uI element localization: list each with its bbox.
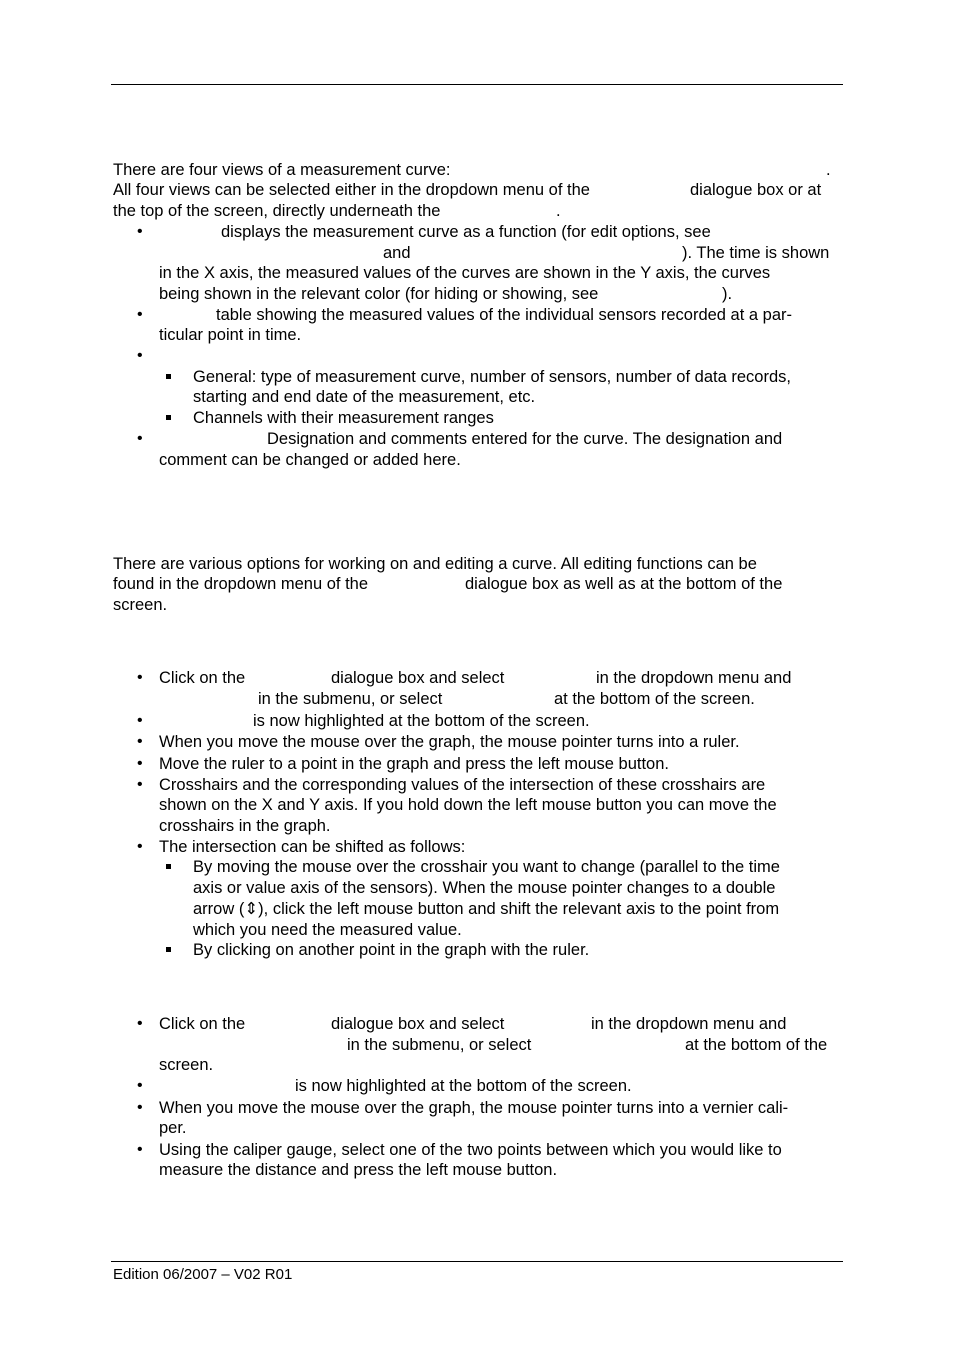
text-line: There are various options for working on and editing a curve. All editing functions can be — [113, 555, 757, 573]
footer-rule — [111, 1261, 843, 1262]
bullet-icon: • — [137, 669, 143, 686]
text-line: ). — [722, 285, 733, 303]
text-line: the top of the screen, directly underneath the — [113, 202, 441, 220]
text-line: By moving the mouse over the crosshair you want to change (parallel to the time — [193, 858, 780, 876]
text-line: ticular point in time. — [159, 326, 302, 344]
bullet-icon: • — [137, 1077, 143, 1094]
text-line: in the submenu, or select — [347, 1036, 532, 1054]
text-line: table showing the measured values of the individual sensors recorded at a par- — [216, 306, 793, 324]
text-line: Crosshairs and the corresponding values of the intersection of these crosshairs are — [159, 776, 766, 794]
text-line: All four views can be selected either in the dropdown menu of the — [113, 181, 590, 199]
bullet-icon: • — [137, 1141, 143, 1158]
bullet-icon: • — [137, 776, 143, 793]
square-bullet-icon — [166, 947, 171, 952]
text-line: being shown in the relevant color (for hiding or showing, see — [159, 285, 599, 303]
square-bullet-icon — [166, 864, 171, 869]
bullet-icon: • — [137, 838, 143, 855]
text-line: starting and end date of the measurement, etc. — [193, 388, 536, 406]
bullet-icon: • — [137, 430, 143, 447]
bullet-icon: • — [137, 223, 143, 240]
footer-edition: Edition 06/2007 – V02 R01 — [113, 1266, 293, 1283]
bullet-icon: • — [137, 755, 143, 772]
text-line: at the bottom of the screen. — [554, 690, 755, 708]
text-line: comment can be changed or added here. — [159, 451, 461, 469]
text-line: is now highlighted at the bottom of the screen. — [295, 1077, 632, 1095]
bullet-icon: • — [137, 1015, 143, 1032]
text-line: in the submenu, or select — [258, 690, 443, 708]
text-line: There are four views of a measurement curve: — [113, 161, 451, 179]
bullet-icon: • — [137, 733, 143, 750]
text-line: When you move the mouse over the graph, the mouse pointer turns into a ruler. — [159, 733, 740, 751]
bullet-icon: • — [137, 306, 143, 323]
text-line: displays the measurement curve as a function (for edit options, see — [221, 223, 711, 241]
square-bullet-icon — [166, 415, 171, 420]
text-line: shown on the X and Y axis. If you hold down the left mouse button you can move the — [159, 796, 777, 814]
text-line: When you move the mouse over the graph, the mouse pointer turns into a vernier cali- — [159, 1099, 789, 1117]
text-line: Move the ruler to a point in the graph and press the left mouse button. — [159, 755, 669, 773]
text-line: By clicking on another point in the graph with the ruler. — [193, 941, 590, 959]
square-bullet-icon — [166, 374, 171, 379]
text-line: in the X axis, the measured values of the curves are shown in the Y axis, the curves — [159, 264, 771, 282]
bullet-icon: • — [137, 347, 143, 364]
bullet-icon: • — [137, 1099, 143, 1116]
text-line: at the bottom of the — [685, 1036, 828, 1054]
text-line: dialogue box and select — [331, 669, 505, 687]
text-line: screen. — [159, 1056, 214, 1074]
text-line: . — [826, 161, 831, 179]
text-line: dialogue box as well as at the bottom of the — [465, 575, 783, 593]
text-line: crosshairs in the graph. — [159, 817, 331, 835]
text-line: screen. — [113, 596, 168, 614]
text-line: Designation and comments entered for the curve. The designation and — [267, 430, 783, 448]
text-line: Using the caliper gauge, select one of the two points between which you would like to — [159, 1141, 782, 1159]
text-line: is now highlighted at the bottom of the screen. — [253, 712, 590, 730]
text-line: . — [556, 202, 561, 220]
text-line: in the dropdown menu and — [591, 1015, 787, 1033]
text-line: measure the distance and press the left mouse button. — [159, 1161, 558, 1179]
text-line: axis or value axis of the sensors). When the mouse pointer changes to a double — [193, 879, 776, 897]
text-line: Click on the — [159, 1015, 246, 1033]
text-line: The intersection can be shifted as follows: — [159, 838, 466, 856]
text-line: dialogue box or at — [690, 181, 822, 199]
bullet-icon: • — [137, 712, 143, 729]
text-line: arrow (⇕), click the left mouse button and shift the relevant axis to the point from — [193, 900, 780, 918]
text-line: ). The time is shown — [682, 244, 830, 262]
text-line: per. — [159, 1119, 187, 1137]
header-rule — [111, 84, 843, 85]
text-line: which you need the measured value. — [193, 921, 462, 939]
text-line: and — [383, 244, 411, 262]
text-line: Channels with their measurement ranges — [193, 409, 494, 427]
text-line: dialogue box and select — [331, 1015, 505, 1033]
text-line: in the dropdown menu and — [596, 669, 792, 687]
text-line: General: type of measurement curve, number of sensors, number of data records, — [193, 368, 791, 386]
text-line: found in the dropdown menu of the — [113, 575, 369, 593]
text-line: Click on the — [159, 669, 246, 687]
